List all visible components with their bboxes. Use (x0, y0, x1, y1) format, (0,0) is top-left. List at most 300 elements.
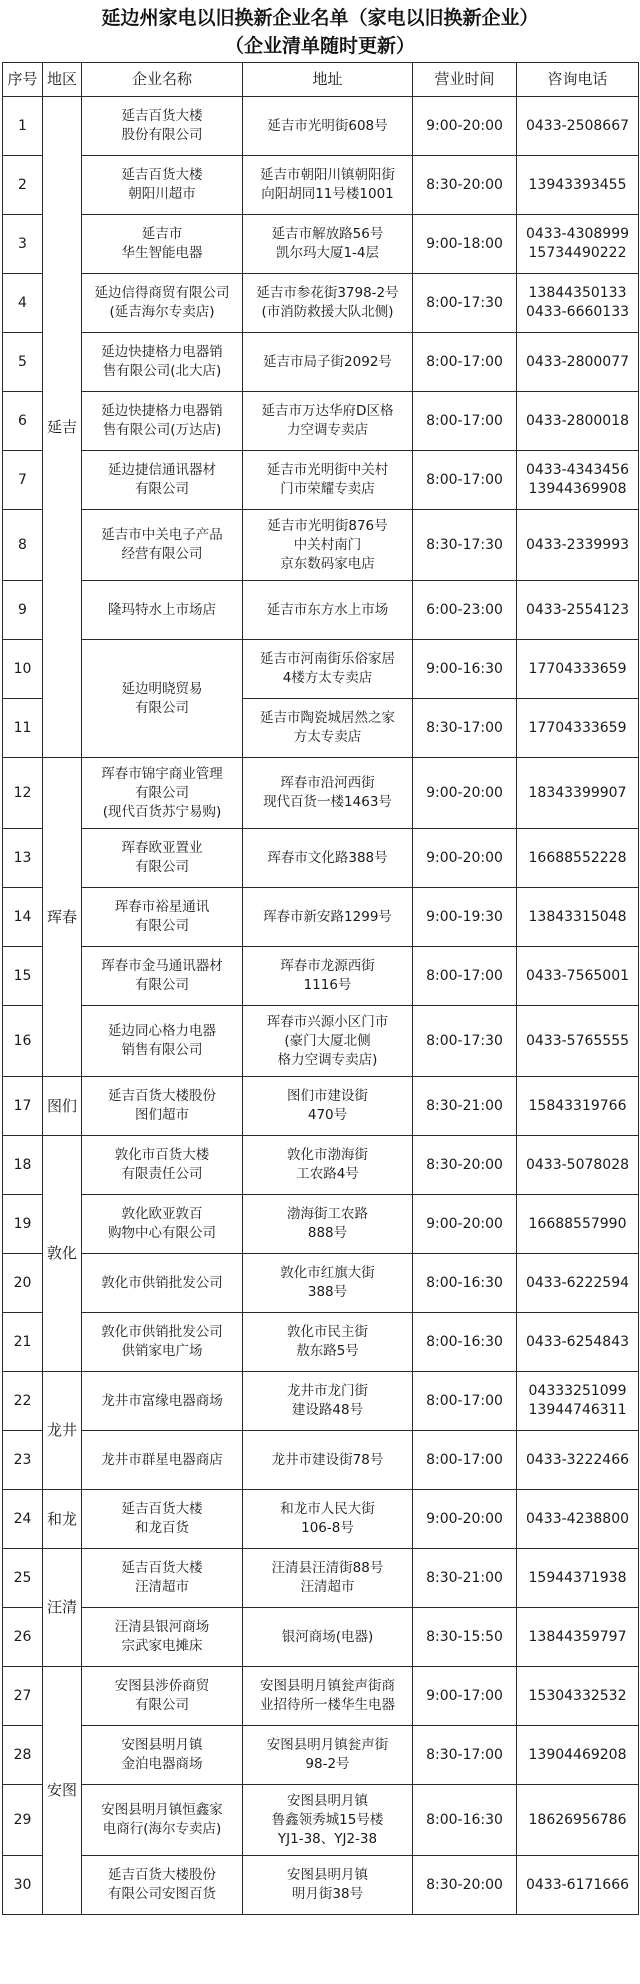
cell-hours: 9:00-20:00 (413, 1195, 517, 1254)
cell-phone (517, 947, 639, 1006)
cell-name-line: 朝阳川超市 (128, 186, 196, 202)
cell-area: 汪清 (43, 1549, 82, 1667)
cell-phone-line: 0433-7565001 (525, 967, 630, 984)
cell-hours: 8:00-17:00 (413, 451, 517, 510)
table-body (3, 97, 639, 1915)
cell-name-line: 有限公司 (135, 977, 189, 993)
cell-phone-line: 0433-6171666 (525, 1876, 630, 1893)
cell-phone (517, 451, 639, 510)
cell-name (82, 156, 243, 215)
cell-name-line: 珲春欧亚置业 (121, 840, 203, 856)
cell-name-line: 宗武家电摊床 (121, 1638, 203, 1654)
table-row (3, 1136, 639, 1195)
cell-address (243, 1667, 413, 1726)
cell-name-line: 延吉百货大楼股份 (108, 1088, 216, 1104)
cell-address (243, 1372, 413, 1431)
cell-name (82, 1490, 243, 1549)
cell-no: 12 (3, 758, 43, 829)
cell-name (82, 1136, 243, 1195)
table-row (3, 1785, 639, 1856)
cell-hours: 8:30-21:00 (413, 1077, 517, 1136)
cell-name-line: 安图县涉侨商贸 (114, 1678, 210, 1694)
cell-address-line: 延吉市朝阳川镇朝阳街 (260, 167, 395, 183)
cell-address-line: 珲春市龙源西街 (280, 958, 375, 974)
cell-address-line: 珲春市新安路1299号 (263, 908, 392, 925)
cell-address-line: 珲春市文化路388号 (267, 849, 388, 866)
cell-address-line: 延吉市河南街乐俗家居 (260, 651, 395, 667)
table-row (3, 947, 639, 1006)
cell-hours: 8:00-16:30 (413, 1785, 517, 1856)
cell-hours: 8:30-21:00 (413, 1549, 517, 1608)
cell-phone-line: 0433-6660133 (525, 304, 630, 320)
cell-hours: 8:30-20:00 (413, 1856, 517, 1915)
cell-name-line: 延边快捷格力电器销 (101, 403, 223, 419)
cell-address (243, 215, 413, 274)
cell-no: 7 (3, 451, 43, 510)
cell-phone (517, 1006, 639, 1077)
table-row (3, 333, 639, 392)
cell-name-line: 延边捷信通讯器材 (108, 462, 216, 478)
cell-phone (517, 1136, 639, 1195)
cell-no: 23 (3, 1431, 43, 1490)
cell-phone-line: 18626956786 (528, 1811, 627, 1828)
cell-address-line: 安图县明月镇瓮声街 (266, 1737, 389, 1753)
cell-address-line: 1116号 (303, 977, 352, 993)
table-row (3, 156, 639, 215)
cell-name-line: 安图县明月镇恒鑫家 (101, 1802, 223, 1818)
enterprise-table (2, 62, 639, 1915)
cell-address-line: 106-8号 (301, 1520, 354, 1536)
cell-hours: 8:00-17:00 (413, 392, 517, 451)
table-row (3, 1006, 639, 1077)
cell-phone-line: 0433-4343456 (525, 462, 630, 478)
cell-name-line: 汪清县银河商场 (114, 1619, 210, 1635)
cell-phone-line: 15843319766 (528, 1097, 627, 1114)
table-row (3, 888, 639, 947)
cell-area: 安图 (43, 1667, 82, 1915)
cell-hours: 8:00-17:30 (413, 1006, 517, 1077)
cell-name (82, 1667, 243, 1726)
cell-phone-line: 13844350133 (528, 285, 627, 301)
cell-phone (517, 888, 639, 947)
cell-name-line: 经营有限公司 (121, 546, 203, 562)
cell-hours: 9:00-20:00 (413, 758, 517, 829)
cell-address-line: 珲春市兴源小区门市 (266, 1013, 389, 1030)
table-row (3, 1313, 639, 1372)
cell-phone-line: 13944746311 (528, 1402, 627, 1418)
cell-phone-line: 04333251099 (528, 1383, 627, 1399)
cell-address-line: 业招待所一楼华生电器 (260, 1697, 395, 1713)
table-row (3, 1254, 639, 1313)
cell-name-line: 延吉百货大楼 (121, 167, 203, 183)
table-row (3, 1431, 639, 1490)
cell-address-line: 凯尔玛大厦1-4层 (275, 245, 380, 261)
cell-name-line: 有限公司 (135, 1697, 189, 1713)
cell-name-line: 购物中心有限公司 (108, 1225, 216, 1241)
cell-hours: 8:30-15:50 (413, 1608, 517, 1667)
cell-name-line: 珲春市裕星通讯 (114, 899, 210, 915)
cell-address-line: 安图县明月镇 (287, 1792, 368, 1809)
cell-phone (517, 1856, 639, 1915)
table-row (3, 1608, 639, 1667)
cell-address-line: YJ1-38、YJ2-38 (277, 1830, 378, 1847)
table-row (3, 1549, 639, 1608)
cell-name-line: 敦化市百货大楼 (114, 1147, 210, 1163)
cell-address (243, 758, 413, 829)
cell-name-line: 延边信得商贸有限公司 (94, 285, 230, 301)
cell-phone (517, 274, 639, 333)
cell-hours: 9:00-20:00 (413, 829, 517, 888)
cell-address-line: 汪清超市 (300, 1579, 355, 1595)
cell-hours: 8:00-17:00 (413, 333, 517, 392)
cell-name (82, 1077, 243, 1136)
table-row (3, 215, 639, 274)
cell-phone-line: 0433-6222594 (525, 1274, 630, 1291)
cell-address (243, 947, 413, 1006)
cell-address-line: 鲁鑫领秀城15号楼 (271, 1811, 384, 1828)
cell-no: 20 (3, 1254, 43, 1313)
cell-name (82, 97, 243, 156)
cell-name-line: 珲春市锦宇商业管理 (101, 765, 223, 782)
cell-phone-line: 16688552228 (528, 849, 627, 866)
cell-address-line: 龙井市建设街78号 (271, 1451, 384, 1468)
cell-area: 珲春 (43, 758, 82, 1077)
cell-address-line: 延吉市局子街2092号 (263, 353, 392, 370)
cell-address (243, 1136, 413, 1195)
cell-address-line: 98-2号 (305, 1756, 350, 1772)
header-name: 企业名称 (82, 63, 243, 97)
cell-no: 14 (3, 888, 43, 947)
header-no: 序号 (3, 63, 43, 97)
cell-hours: 8:00-17:30 (413, 274, 517, 333)
cell-name-line: 安图县明月镇 (121, 1737, 203, 1753)
cell-address (243, 640, 413, 699)
cell-name-line: 有限公司 (135, 784, 189, 801)
cell-address-line: 延吉市光明街608号 (267, 117, 388, 134)
title-line-1: 延边州家电以旧换新企业名单（家电以旧换新企业） (101, 7, 539, 29)
cell-address-line: 安图县明月镇瓮声街商 (260, 1678, 395, 1694)
cell-address-line: 方太专卖店 (293, 729, 362, 745)
cell-hours: 9:00-19:30 (413, 888, 517, 947)
cell-phone-line: 15304332532 (528, 1687, 627, 1704)
cell-no: 5 (3, 333, 43, 392)
cell-hours: 8:30-17:00 (413, 1726, 517, 1785)
cell-phone (517, 333, 639, 392)
table-row (3, 392, 639, 451)
cell-name-line: (现代百货苏宁易购) (102, 803, 222, 820)
cell-name-line: 龙井市群星电器商店 (101, 1451, 223, 1468)
cell-name (82, 581, 243, 640)
cell-phone (517, 1254, 639, 1313)
cell-address (243, 1195, 413, 1254)
cell-address (243, 829, 413, 888)
cell-name (82, 1372, 243, 1431)
cell-name-line: 电商行(海尔专卖店) (102, 1821, 222, 1837)
cell-no: 13 (3, 829, 43, 888)
cell-no: 4 (3, 274, 43, 333)
cell-no: 1 (3, 97, 43, 156)
cell-hours: 8:30-17:30 (413, 510, 517, 581)
cell-name-line: 金泊电器商场 (121, 1756, 203, 1772)
cell-address-line: 安图县明月镇 (287, 1867, 368, 1883)
table-row (3, 1726, 639, 1785)
cell-area: 图们 (43, 1077, 82, 1136)
cell-hours: 9:00-20:00 (413, 97, 517, 156)
cell-address-line: 向阳胡同11号楼1001 (261, 186, 394, 202)
cell-phone-line: 0433-2554123 (525, 601, 630, 618)
cell-address-line: (豪门大厦北侧 (284, 1032, 371, 1049)
cell-address (243, 274, 413, 333)
cell-name (82, 1254, 243, 1313)
cell-address-line: 汪清县汪清街88号 (271, 1560, 384, 1576)
cell-phone (517, 1195, 639, 1254)
cell-address-line: (市消防救援大队北侧) (261, 304, 394, 320)
cell-name-line: 敦化市供销批发公司 (101, 1274, 223, 1291)
table-header (3, 63, 639, 97)
table-row (3, 510, 639, 581)
table-row (3, 1372, 639, 1431)
cell-no: 8 (3, 510, 43, 581)
header-area: 地区 (43, 63, 82, 97)
cell-name-line: 有限公司 (135, 918, 189, 934)
cell-address (243, 1549, 413, 1608)
cell-phone-line: 13844359797 (528, 1628, 627, 1645)
table-row (3, 640, 639, 699)
cell-name-line: 有限公司安图百货 (108, 1886, 216, 1902)
cell-address-line: 4楼方太专卖店 (282, 670, 373, 686)
cell-name-line: (延吉海尔专卖店) (109, 304, 215, 320)
cell-address-line: 延吉市光明街876号 (267, 517, 388, 534)
cell-phone-line: 0433-5765555 (525, 1032, 630, 1049)
cell-phone (517, 758, 639, 829)
cell-phone-line: 0433-2800018 (525, 412, 630, 429)
cell-phone (517, 1785, 639, 1856)
cell-address-line: 敦化市红旗大街 (280, 1265, 375, 1281)
cell-phone (517, 829, 639, 888)
cell-address-line: 京东数码家电店 (280, 555, 375, 572)
cell-address (243, 1856, 413, 1915)
cell-name-line: 有限公司 (135, 859, 189, 875)
cell-address-line: 敦化市渤海街 (287, 1147, 368, 1163)
cell-phone-line: 15734490222 (528, 245, 627, 261)
cell-hours: 9:00-16:30 (413, 640, 517, 699)
title-line-2: （企业清单随时更新） (224, 35, 415, 57)
cell-address-line: 延吉市万达华府D区格 (261, 403, 394, 419)
cell-phone-line: 17704333659 (528, 719, 627, 736)
cell-phone-line: 15944371938 (528, 1569, 627, 1586)
cell-address (243, 581, 413, 640)
cell-phone (517, 97, 639, 156)
cell-phone (517, 392, 639, 451)
cell-hours: 9:00-18:00 (413, 215, 517, 274)
cell-name (82, 1608, 243, 1667)
page-title (0, 0, 640, 62)
cell-name (82, 215, 243, 274)
cell-no: 24 (3, 1490, 43, 1549)
table-row (3, 758, 639, 829)
cell-no: 29 (3, 1785, 43, 1856)
cell-name-line: 延吉市中关电子产品 (101, 527, 223, 543)
cell-address (243, 451, 413, 510)
cell-name-line: 延边同心格力电器 (108, 1023, 216, 1039)
cell-name (82, 274, 243, 333)
cell-hours: 8:00-17:00 (413, 1431, 517, 1490)
cell-no: 25 (3, 1549, 43, 1608)
cell-name (82, 1785, 243, 1856)
cell-hours: 8:00-17:00 (413, 1372, 517, 1431)
cell-name-line: 和龙百货 (135, 1520, 189, 1536)
cell-hours: 9:00-20:00 (413, 1490, 517, 1549)
cell-hours: 8:30-20:00 (413, 156, 517, 215)
cell-address (243, 1785, 413, 1856)
table-row (3, 829, 639, 888)
cell-no: 22 (3, 1372, 43, 1431)
cell-no: 2 (3, 156, 43, 215)
cell-phone (517, 510, 639, 581)
cell-name-line: 延吉百货大楼 (121, 108, 203, 124)
cell-name (82, 1431, 243, 1490)
cell-phone-line: 13904469208 (528, 1746, 627, 1763)
cell-address-line: 银河商场(电器) (281, 1628, 374, 1645)
cell-name (82, 1195, 243, 1254)
cell-phone-line: 0433-4308999 (525, 226, 630, 242)
cell-phone (517, 1077, 639, 1136)
cell-area: 延吉 (43, 97, 82, 758)
cell-address (243, 1726, 413, 1785)
cell-name-line: 延吉百货大楼 (121, 1501, 203, 1517)
cell-address (243, 333, 413, 392)
cell-name-line: 敦化市供销批发公司 (101, 1324, 223, 1340)
cell-no: 15 (3, 947, 43, 1006)
cell-no: 30 (3, 1856, 43, 1915)
cell-address-line: 门市荣耀专卖店 (280, 481, 375, 497)
cell-address (243, 1006, 413, 1077)
cell-name (82, 510, 243, 581)
cell-no: 19 (3, 1195, 43, 1254)
cell-phone-line: 13944369908 (528, 481, 627, 497)
cell-name (82, 1726, 243, 1785)
cell-name-line: 售有限公司(北大店) (102, 363, 222, 379)
cell-name (82, 1856, 243, 1915)
cell-area: 敦化 (43, 1136, 82, 1372)
cell-phone-line: 13843315048 (528, 908, 627, 925)
cell-no: 10 (3, 640, 43, 699)
cell-address-line: 龙井市龙门街 (287, 1383, 368, 1399)
cell-name-line: 延边快捷格力电器销 (101, 344, 223, 360)
cell-name (82, 1313, 243, 1372)
cell-phone-line: 0433-3222466 (525, 1451, 630, 1468)
cell-address-line: 格力空调专卖店) (277, 1051, 378, 1068)
cell-hours: 8:30-17:00 (413, 699, 517, 758)
cell-name-line: 隆玛特水上市场店 (108, 601, 216, 618)
cell-address (243, 1490, 413, 1549)
cell-address-line: 中关村南门 (293, 536, 362, 553)
cell-name (82, 451, 243, 510)
cell-name (82, 947, 243, 1006)
cell-address (243, 1608, 413, 1667)
cell-address (243, 1254, 413, 1313)
cell-phone (517, 1313, 639, 1372)
table-row (3, 1195, 639, 1254)
cell-name-line: 销售有限公司 (121, 1042, 203, 1058)
cell-phone (517, 215, 639, 274)
cell-name-line: 有限公司 (135, 699, 189, 716)
cell-phone (517, 1667, 639, 1726)
cell-name-line: 供销家电广场 (121, 1343, 203, 1359)
cell-address (243, 156, 413, 215)
cell-address (243, 392, 413, 451)
cell-address-line: 建设路48号 (291, 1402, 364, 1418)
cell-address-line: 延吉市陶瓷城居然之家 (260, 710, 395, 726)
header-hours: 营业时间 (413, 63, 517, 97)
cell-no: 16 (3, 1006, 43, 1077)
cell-name-line: 有限责任公司 (121, 1166, 203, 1182)
cell-name-line: 延吉百货大楼股份 (108, 1867, 216, 1883)
cell-phone (517, 1372, 639, 1431)
header-row (3, 63, 639, 97)
cell-phone (517, 156, 639, 215)
cell-phone (517, 640, 639, 699)
header-phone: 咨询电话 (517, 63, 639, 97)
cell-name-line: 珲春市金马通讯器材 (101, 958, 223, 974)
cell-phone (517, 1431, 639, 1490)
cell-no: 27 (3, 1667, 43, 1726)
cell-address (243, 1313, 413, 1372)
cell-address-line: 延吉市解放路56号 (271, 226, 384, 242)
cell-name-line: 图们超市 (135, 1107, 189, 1123)
cell-address (243, 510, 413, 581)
cell-name (82, 829, 243, 888)
cell-address-line: 珲春市沿河西街 (280, 775, 375, 791)
table-row (3, 581, 639, 640)
cell-address-line: 图们市建设街 (287, 1088, 368, 1104)
cell-name-line: 汪清超市 (135, 1579, 189, 1595)
table-row (3, 1856, 639, 1915)
cell-name-line: 有限公司 (135, 481, 189, 497)
cell-phone-line: 0433-5078028 (525, 1156, 630, 1173)
cell-name-line: 龙井市富缘电器商场 (101, 1392, 223, 1409)
cell-address-line: 888号 (307, 1225, 348, 1241)
header-address: 地址 (243, 63, 413, 97)
cell-phone-line: 17704333659 (528, 660, 627, 677)
cell-hours: 6:00-23:00 (413, 581, 517, 640)
cell-area: 龙井 (43, 1372, 82, 1490)
cell-name-line: 延边明晓贸易 (121, 680, 203, 697)
cell-phone-line: 0433-2339993 (525, 536, 630, 553)
cell-phone (517, 1549, 639, 1608)
cell-phone-line: 0433-2508667 (525, 117, 630, 134)
cell-name (82, 758, 243, 829)
cell-hours: 9:00-17:00 (413, 1667, 517, 1726)
cell-address (243, 1431, 413, 1490)
cell-no: 3 (3, 215, 43, 274)
cell-hours: 8:00-16:30 (413, 1254, 517, 1313)
cell-no: 18 (3, 1136, 43, 1195)
cell-name-line: 延吉百货大楼 (121, 1560, 203, 1576)
cell-hours: 8:00-17:00 (413, 947, 517, 1006)
cell-name (82, 1006, 243, 1077)
cell-phone-line: 18343399907 (528, 784, 627, 801)
cell-phone (517, 699, 639, 758)
cell-phone (517, 581, 639, 640)
cell-address-line: 明月街38号 (291, 1886, 364, 1902)
cell-address-line: 470号 (307, 1107, 348, 1123)
cell-name (82, 888, 243, 947)
table-row (3, 274, 639, 333)
cell-no: 28 (3, 1726, 43, 1785)
cell-address (243, 1077, 413, 1136)
cell-phone-line: 0433-4238800 (525, 1510, 630, 1527)
